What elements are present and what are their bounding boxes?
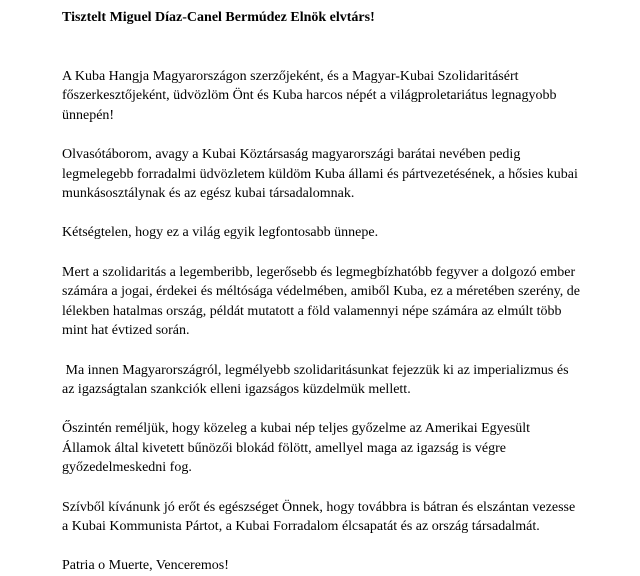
paragraph-line: Szívből kívánunk jó erőt és egészséget Önnek, hogy továbbra is bátran és elszántan vezesse (62, 499, 576, 515)
letter-document (62, 8, 582, 576)
paragraph-line: ünnepén! (62, 107, 115, 123)
paragraph-readers-greeting (62, 145, 582, 204)
paragraph-line: az igazságtalan szankciók elleni igazságos küzdelmük mellett. (62, 382, 411, 398)
paragraph-line: Ma innen Magyarországról, legmélyebb szolidaritásunkat fejezzük ki az imperializmus és (62, 362, 569, 378)
paragraph-line: számára a jogai, érdekei és méltósága védelmében, amiből Kuba, ez a méretében szerény, de (62, 284, 581, 300)
paragraph-line: Olvasótáborom, avagy a Kubai Köztársaság magyarországi barátai nevében pedig (62, 146, 521, 162)
paragraph-victory-hope (62, 419, 582, 478)
paragraph-line: Őszintén reméljük, hogy közeleg a kubai nép teljes győzelme az Amerikai Egyesült (62, 421, 531, 437)
letter-closing: Patria o Muerte, Venceremos! (62, 558, 229, 574)
paragraph-line: A Kuba Hangja Magyarországon szerzőjeként, és a Magyar-Kubai Szolidaritásért (62, 68, 519, 84)
paragraph-line: munkásosztálynak és az egész kubai társadalomnak. (62, 186, 355, 202)
paragraph-line: legmelegebb forradalmi üdvözletem küldöm Kuba állami és pártvezetésének, a hősies kubai (62, 166, 578, 182)
paragraph-line: a Kubai Kommunista Pártot, a Kubai Forradalom élcsapatát és az ország társadalmát. (62, 519, 540, 535)
paragraph-line: főszerkesztőjeként, üdvözlöm Önt és Kuba harcos népét a világproletariátus legnagyobb (62, 88, 557, 104)
paragraph-line: Kétségtelen, hogy ez a világ egyik legfontosabb ünnepe. (62, 225, 379, 241)
paragraph-line: Államok által kivetett bűnözői blokád fölött, amellyel maga az igazság is végre (62, 440, 506, 456)
paragraph-greeting (62, 67, 582, 126)
paragraph-importance (62, 223, 582, 243)
paragraph-line: lélekben hatalmas ország, példát mutatott a föld valamennyi népe számára az elmúlt több (62, 303, 562, 319)
paragraph-line: győzedelmeskedni fog. (62, 460, 192, 476)
paragraph-line: mint hat évtized során. (62, 323, 190, 339)
paragraph-solidarity (62, 263, 582, 341)
paragraph-wishes (62, 498, 582, 537)
paragraph-line: Mert a szolidaritás a legemberibb, legerősebb és legmegbízhatóbb fegyver a dolgozó ember (62, 264, 576, 280)
paragraph-hungary-support (62, 361, 582, 400)
letter-salutation: Tisztelt Miguel Díaz-Canel Bermúdez Elnök elvtárs! (62, 10, 375, 25)
